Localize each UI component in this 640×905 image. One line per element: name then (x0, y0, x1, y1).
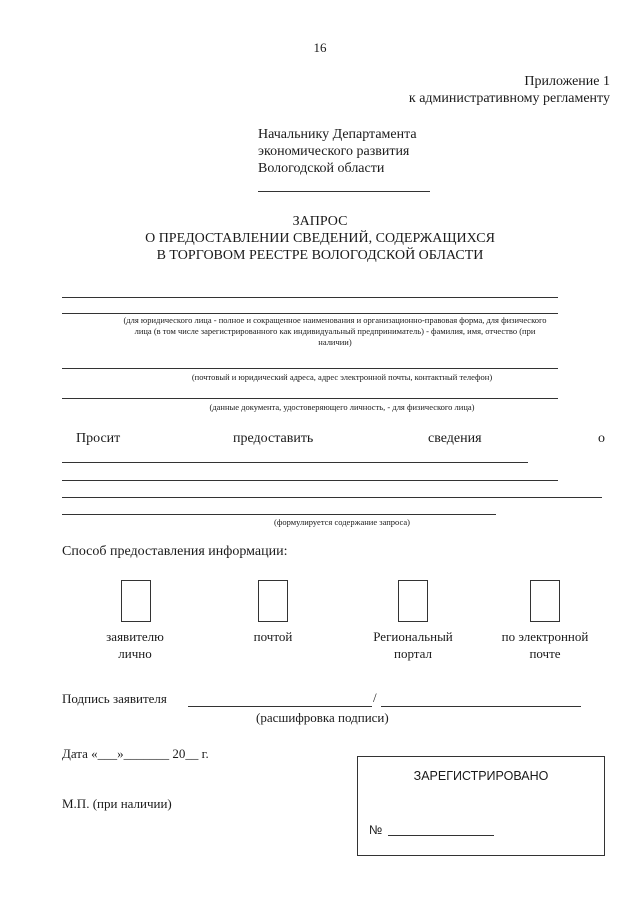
checkbox-email[interactable] (530, 580, 560, 622)
request-content-line-4[interactable] (62, 514, 496, 515)
applicant-name-line-1[interactable] (62, 297, 558, 298)
applicant-name-hint-line-1: (для юридического лица - полное и сокращенное наименования и организационно-правовая форма, для физического (123, 315, 547, 325)
registration-stamp (357, 756, 605, 856)
request-word-4: о (598, 431, 605, 446)
option-label-line-1: по электронной (501, 629, 589, 644)
signature-separator: / (373, 690, 377, 705)
request-content-line-3[interactable] (62, 497, 602, 498)
option-post (213, 628, 333, 645)
title-line-2: О ПРЕДОСТАВЛЕНИИ СВЕДЕНИЙ, СОДЕРЖАЩИХСЯ (145, 231, 495, 246)
signature-line[interactable] (188, 706, 372, 707)
request-content-hint: (формулируется содержание запроса) (274, 517, 410, 527)
addressee-block (258, 126, 518, 177)
signature-decode-line[interactable] (381, 706, 581, 707)
appendix-line-2: к административному регламенту (408, 91, 610, 106)
checkbox-in-person[interactable] (121, 580, 151, 622)
option-label-line-1: заявителю (106, 629, 164, 644)
registration-number-label: № (369, 823, 383, 837)
address-line[interactable] (62, 368, 558, 369)
request-word-2: предоставить (233, 431, 314, 446)
request-word-3: сведения (428, 431, 482, 446)
registration-number-line[interactable] (388, 835, 494, 836)
addressee-line-3: Вологодской области (258, 161, 385, 176)
option-label-line-2: лично (118, 646, 152, 661)
registration-title: ЗАРЕГИСТРИРОВАНО (413, 769, 549, 783)
checkbox-post[interactable] (258, 580, 288, 622)
address-hint: (почтовый и юридический адреса, адрес электронной почты, контактный телефон) (191, 372, 493, 382)
document-title (0, 213, 640, 264)
title-line-1: ЗАПРОС (292, 214, 348, 229)
document-line[interactable] (62, 398, 558, 399)
applicant-name-hint-line-2: лица (в том числе зарегистрированного как индивидуальный предприниматель) - фамилия, имя, отчество (при (134, 326, 536, 336)
page-number: 16 (313, 40, 327, 55)
applicant-name-hint (60, 315, 610, 348)
applicant-name-hint-line-3: наличии) (318, 337, 352, 347)
option-in-person (75, 628, 195, 662)
checkbox-regional-portal[interactable] (398, 580, 428, 622)
document-hint: (данные документа, удостоверяющего личность, - для физического лица) (209, 402, 475, 412)
appendix-line-1: Приложение 1 (524, 74, 610, 89)
signature-decode-hint: (расшифровка подписи) (256, 710, 389, 725)
option-regional-portal (353, 628, 473, 662)
seal-note: М.П. (при наличии) (62, 796, 172, 811)
date-field[interactable]: Дата «___»_______ 20__ г. (62, 746, 209, 761)
delivery-heading: Способ предоставления информации: (62, 544, 288, 559)
appendix-note (290, 73, 610, 107)
request-word-1: Просит (76, 431, 121, 446)
request-content-line-2[interactable] (62, 480, 558, 481)
signature-label: Подпись заявителя (62, 691, 167, 706)
addressee-name-line[interactable] (258, 191, 430, 192)
option-email (485, 628, 605, 662)
option-label-line-1: Региональный (373, 629, 453, 644)
addressee-line-1: Начальнику Департамента (258, 127, 417, 142)
option-label-line-2: почте (529, 646, 561, 661)
applicant-name-line-2[interactable] (62, 313, 558, 314)
title-line-3: В ТОРГОВОМ РЕЕСТРЕ ВОЛОГОДСКОЙ ОБЛАСТИ (156, 248, 484, 263)
addressee-line-2: экономического развития (258, 144, 410, 159)
option-label-line-1: почтой (253, 629, 293, 644)
request-content-line-1[interactable] (62, 462, 528, 463)
option-label-line-2: портал (394, 646, 432, 661)
